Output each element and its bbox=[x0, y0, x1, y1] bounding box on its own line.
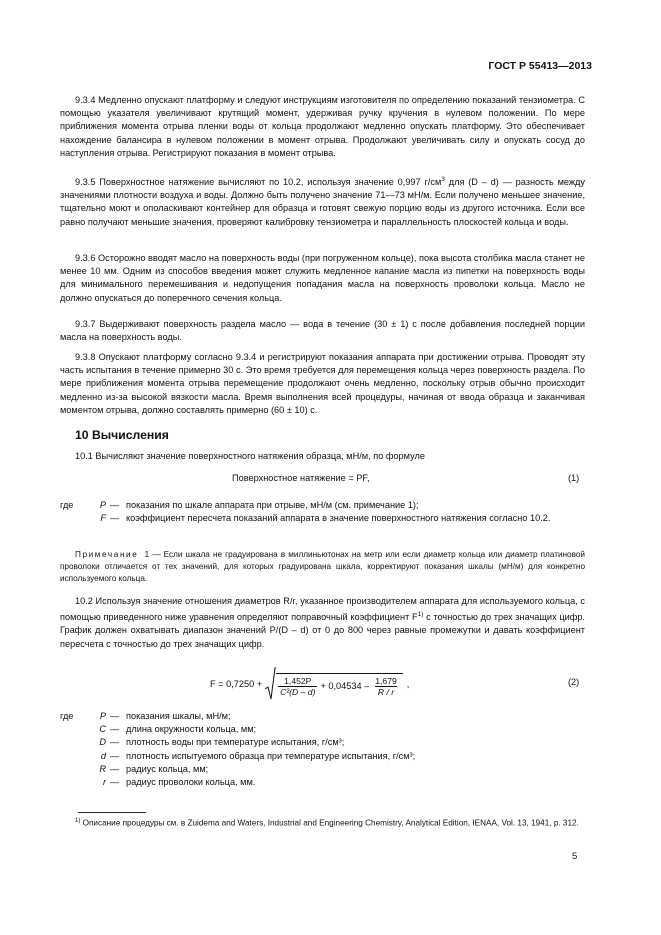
superscript-3: 3 bbox=[441, 176, 445, 183]
fraction-2 bbox=[372, 676, 400, 697]
definition-row bbox=[60, 776, 585, 789]
equation-2-mid: + 0,04534 – bbox=[320, 681, 370, 691]
definition-dash: — bbox=[110, 513, 120, 524]
note-text: — Если шкала не градуирована в миллиньютонах на метр или если диаметр кольца или диаметр платиновой проволоки отличается от тех значений, для которых градуирована шкала, корректируют показания шкалы (мН/м) для конкретно используемого кольца. bbox=[60, 550, 585, 583]
definition-row bbox=[60, 710, 585, 723]
definition-where: где bbox=[60, 500, 74, 510]
definition-symbol: R bbox=[99, 763, 106, 774]
definition-text: показания по шкале аппарата при отрыве, мН/м (см. примечание 1); bbox=[126, 500, 419, 510]
paragraph-9-3-5-part-b: для (D – d) — разность между значениями плотности воздуха и воды. Должно быть получено значение 71—73 мН/м. Если получено меньшее значение, тщательно моют и ополаскивают контейнер для образца и готовят свежую порцию воды из другого источника. Если все равно получают меньшие значения, проверяют калибровку тензиометра и параллельность плоскостей кольца и воды. bbox=[60, 177, 585, 227]
definition-symbol: C bbox=[99, 724, 106, 735]
definition-text: длина окружности кольца, мм; bbox=[126, 724, 257, 735]
note-1 bbox=[60, 549, 585, 584]
page-number: 5 bbox=[572, 851, 578, 862]
definitions-list-2 bbox=[60, 710, 585, 789]
definition-text: радиус проволоки кольца, мм. bbox=[126, 777, 256, 788]
paragraph-10-2 bbox=[60, 595, 585, 651]
paragraph-9-3-8: 9.3.8 Опускают платформу согласно 9.3.4 и регистрируют показания аппарата при достижении отрыва. Проводят эту часть испытания в течение примерно 30 с. Это время требуется для перемещения кольца через поверхность раздела. По мере приближения момента отрыва перемещение продолжают очень медленно, поскольку отрыв обычно происходит медленно из-за высокой вязкости масла. Время выполнения всей процедуры, начиная от ввода образца и заканчивая моментом отрыва, должно составлять примерно (60 ± 10) с. bbox=[60, 352, 585, 415]
footnote-reference: 1) bbox=[417, 611, 424, 619]
definition-dash: — bbox=[110, 777, 120, 788]
equation-1-number: (1) bbox=[568, 473, 580, 483]
equation-2 bbox=[210, 666, 409, 702]
definition-dash: — bbox=[110, 711, 120, 721]
footnote-text: Описание процедуры см. в Zuidema and Waters, Industrial and Engineering Chemistry, Analytical Edition, IENAA, Vol. 13, 1941, p. 312. bbox=[82, 818, 579, 828]
definition-text: радиус кольца, мм; bbox=[126, 763, 209, 774]
definition-row bbox=[60, 763, 585, 776]
definition-symbol: r bbox=[102, 777, 106, 788]
definition-symbol: F bbox=[100, 513, 106, 524]
fraction-2-denominator: R / r bbox=[375, 686, 397, 697]
definition-text: показания шкалы, мН/м; bbox=[126, 711, 231, 721]
standard-header: ГОСТ Р 55413—2013 bbox=[488, 60, 592, 72]
fraction-1-denominator: C²(D – d) bbox=[280, 686, 316, 697]
paragraph-10-1: 10.1 Вычисляют значение поверхностного натяжения образца, мН/м, по формуле bbox=[75, 451, 425, 461]
paragraph-9-3-5 bbox=[60, 173, 585, 229]
definition-dash: — bbox=[110, 737, 120, 748]
definition-row bbox=[60, 736, 585, 749]
paragraph-9-3-5-part-a: 9.3.5 Поверхностное натяжение вычисляют по 10.2, используя значение 0,997 г/см bbox=[75, 177, 442, 188]
paragraph-9-3-4: 9.3.4 Медленно опускают платформу и следуют инструкциям изготовителя по определению показаний тензиометра. С помощью указателя увеличивают крутящий момент, удерживая ручку кручения в нулевом положении. По мере приближения момента отрыва пленки воды от кольца продолжают медленно опускать платформу. Это обеспечивает нахождение балансира в нулевом положении в момент отрыва. Продолжают увеличивать силу и опускать сосуд до наступления отрыва. Регистрируют показания в момент отрыва. bbox=[60, 95, 585, 158]
definition-where bbox=[60, 763, 84, 776]
paragraph-10-2-part-a: 10.2 Используя значение отношения диаметров R/r, указанное производителем аппарата для используемого кольца, с помощью приведенного ниже уравнения определяют поправочный коэффициент F bbox=[60, 596, 585, 623]
definition-row bbox=[60, 723, 585, 736]
definition-text: коэффициент пересчета показаний аппарата в значение поверхностного натяжения согласно 10.2. bbox=[126, 513, 551, 524]
definition-symbol: P bbox=[99, 500, 106, 510]
definition-text: плотность испытуемого образца при температуре испытания, г/см³; bbox=[126, 750, 416, 761]
definition-dash: — bbox=[110, 750, 120, 761]
fraction-1-numerator: 1,452P bbox=[284, 675, 312, 686]
paragraph-9-3-6: 9.3.6 Осторожно вводят масло на поверхность воды (при погруженном кольце), пока высота столбика масла станет не менее 10 мм. Одним из способов введения может служить медленное капание масла из пипетки на поверхность воды для минимального перемешивания и недопущения попадания масла на поверхность проволоки кольца. Масло не должно опускаться до поперечного сечения кольца. bbox=[60, 253, 585, 303]
definition-row bbox=[60, 750, 585, 763]
definition-row bbox=[60, 512, 585, 525]
definition-where bbox=[60, 723, 84, 736]
paragraph-9-3-7: 9.3.7 Выдерживают поверхность раздела масло — вода в течение (30 ± 1) с после добавления последней порции масла на поверхность воды. bbox=[60, 319, 585, 343]
equation-2-number: (2) bbox=[568, 677, 580, 687]
definition-symbol: P bbox=[99, 711, 106, 721]
equation-2-radicand bbox=[276, 673, 403, 697]
definition-where bbox=[60, 750, 84, 763]
fraction-1 bbox=[278, 676, 317, 697]
definition-dash: — bbox=[110, 500, 120, 510]
equation-1: Поверхностное натяжение = PF, bbox=[232, 473, 370, 483]
footnote bbox=[60, 816, 585, 830]
definition-where bbox=[60, 512, 84, 525]
paragraph-10-2-part-b: с точностью до трех значащих цифр. График должен охватывать диапазон значений P/(D – d) от 0 до 800 через равные промежутки и давать коэффициент пересчета с точностью до трех значащих цифр. bbox=[60, 612, 585, 649]
definitions-list-1 bbox=[60, 499, 585, 525]
definition-row bbox=[60, 499, 585, 512]
definition-where bbox=[60, 776, 84, 789]
note-number: 1 bbox=[144, 550, 150, 559]
definition-text: плотность воды при температуре испытания, г/см³; bbox=[126, 737, 345, 748]
section-title: 10 Вычисления bbox=[75, 428, 169, 442]
footnote-mark: 1) bbox=[75, 818, 81, 824]
fraction-2-numerator: 1,679 bbox=[375, 675, 397, 686]
definition-dash: — bbox=[110, 724, 120, 735]
definition-dash: — bbox=[110, 763, 120, 774]
note-label: Примечание bbox=[75, 550, 139, 559]
definition-symbol: D bbox=[99, 737, 106, 748]
definition-where bbox=[60, 736, 84, 749]
equation-2-tail: , bbox=[406, 679, 410, 689]
definition-symbol: d bbox=[100, 750, 106, 761]
square-root-icon bbox=[264, 667, 276, 701]
definition-where: где bbox=[60, 711, 74, 721]
equation-2-lhs: F = 0,7250 + bbox=[210, 679, 263, 689]
footnote-divider bbox=[78, 812, 146, 813]
